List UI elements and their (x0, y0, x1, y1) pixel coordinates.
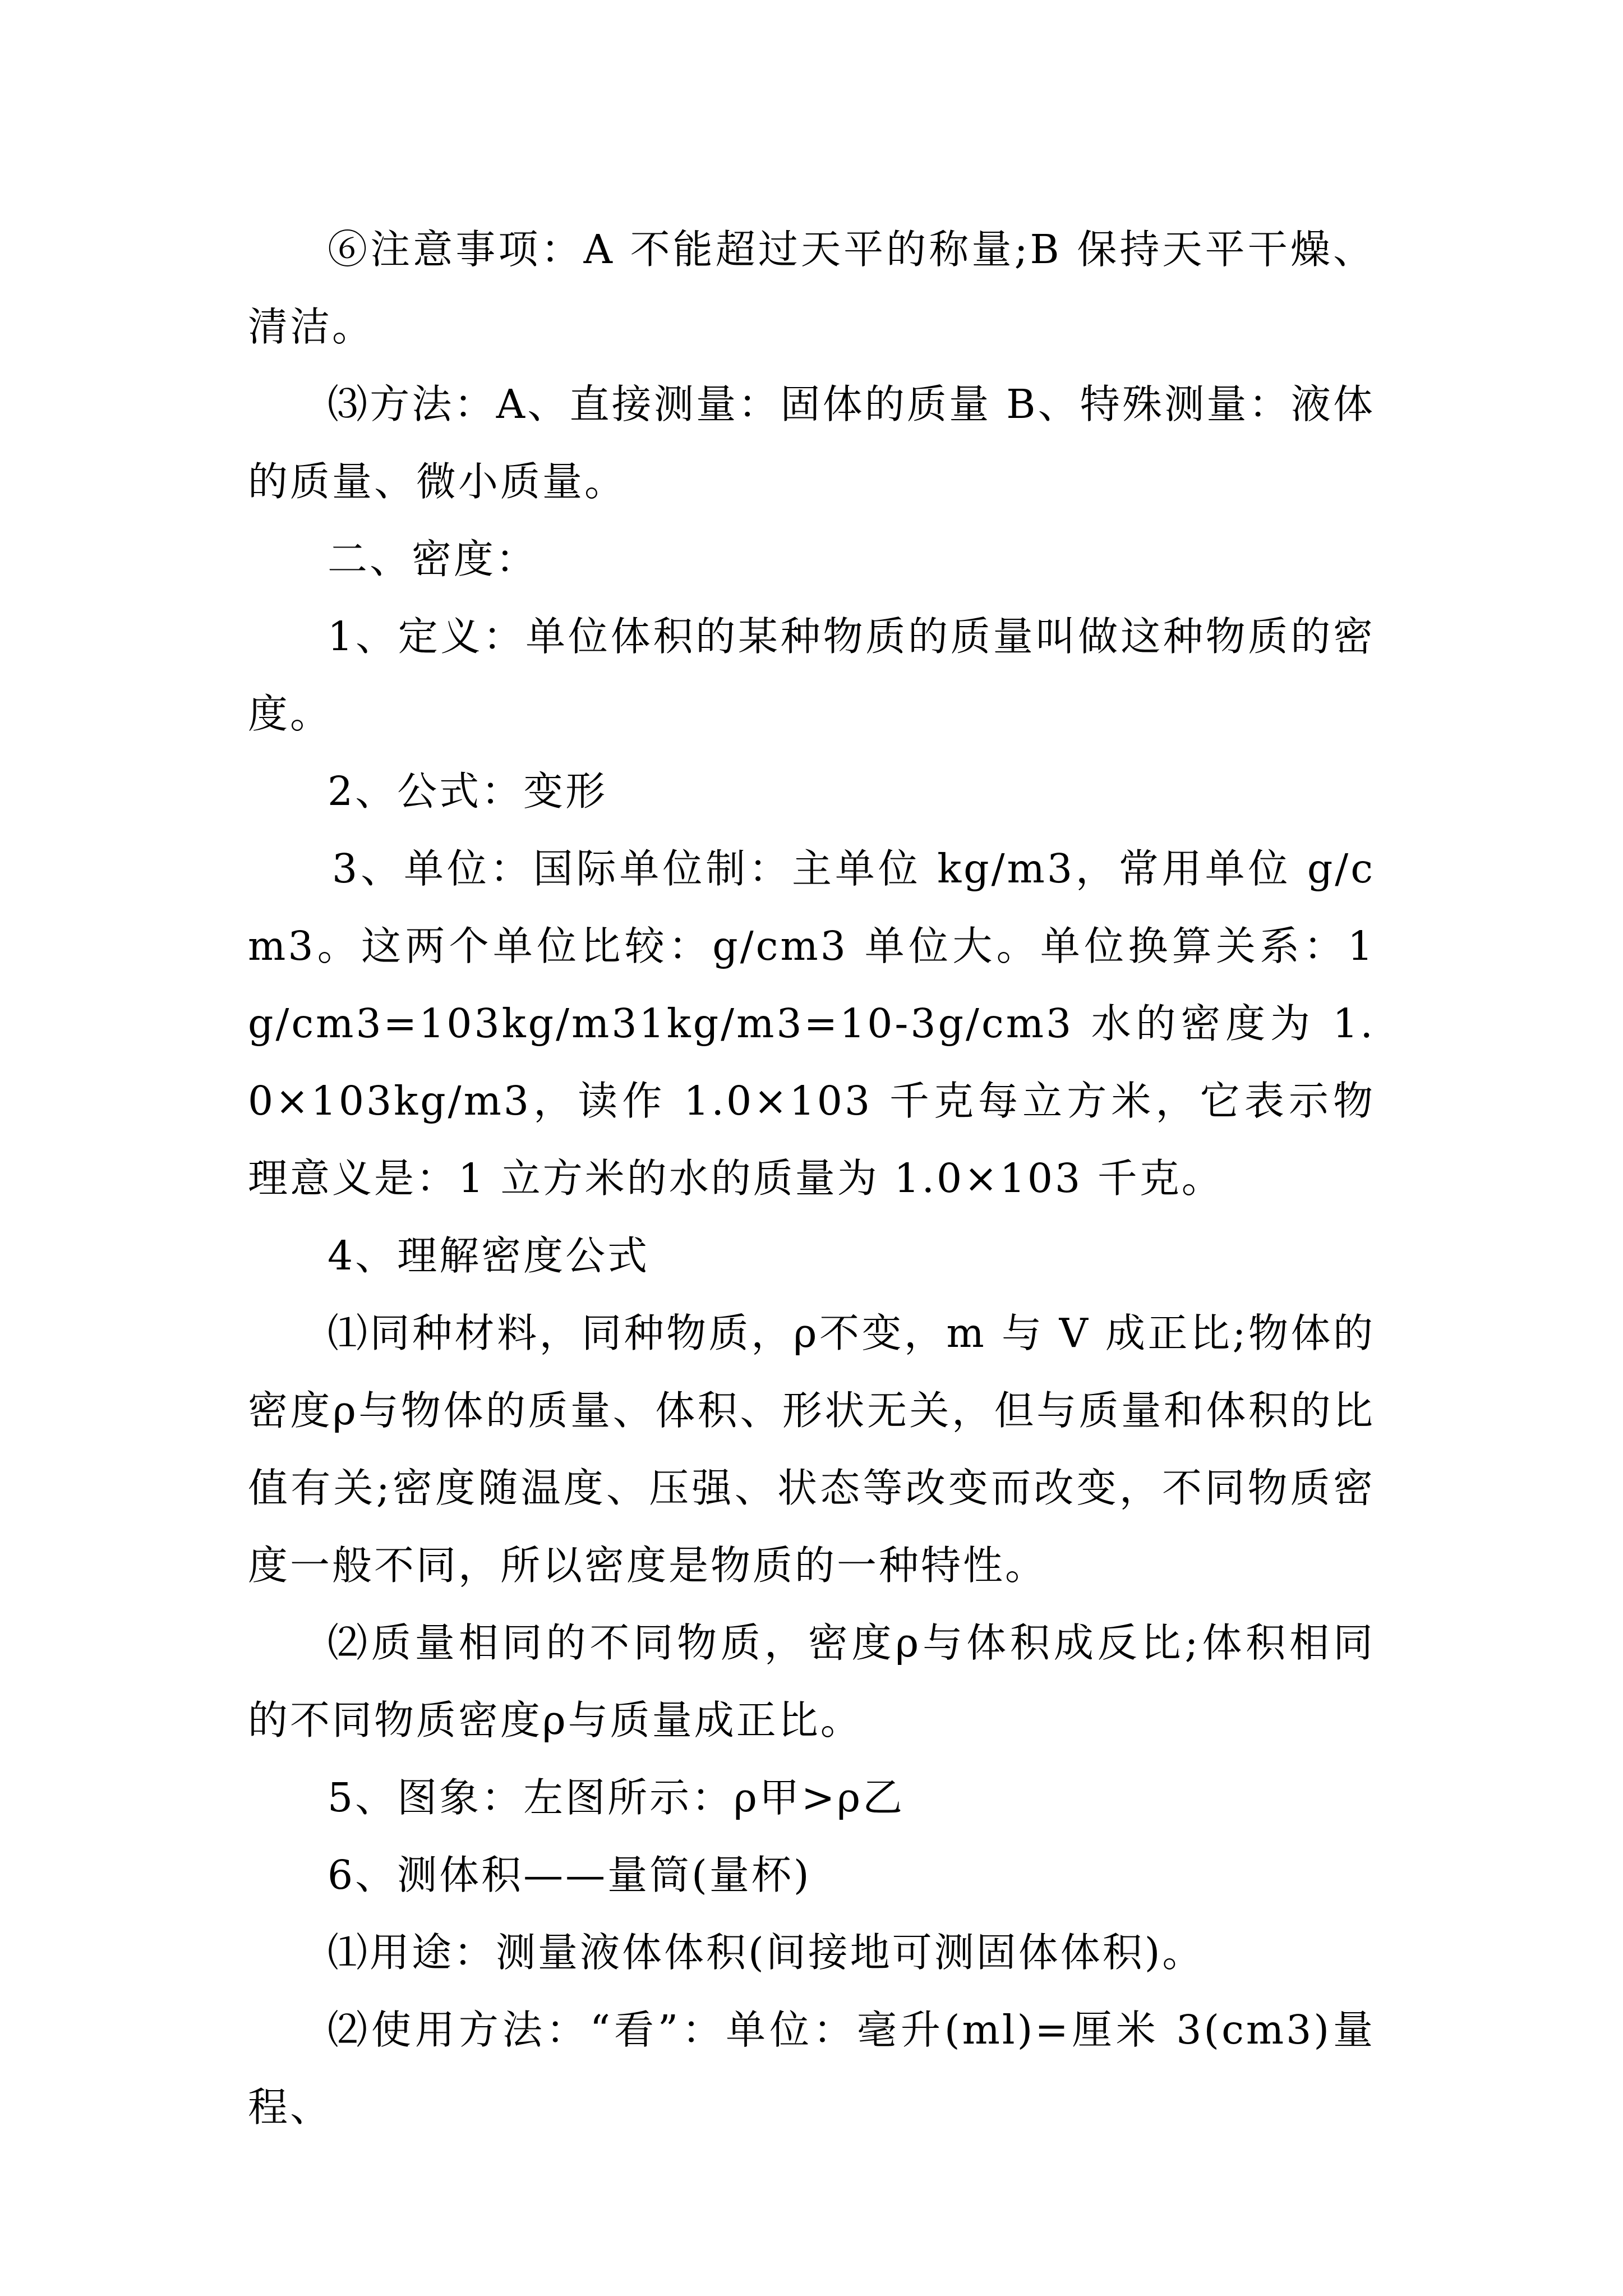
paragraph-precautions: ⑥注意事项：A 不能超过天平的称量;B 保持天平干燥、清洁。 (248, 226, 1375, 350)
section-heading-density: 二、密度： (328, 536, 538, 582)
paragraph-usage: ⑴用途：测量液体体积(间接地可测固体体积)。 (328, 1929, 1205, 1976)
paragraph-same-mass: ⑵质量相同的不同物质，密度ρ与体积成反比;体积相同的不同物质密度ρ与质量成正比。 (248, 1619, 1375, 1743)
paragraph-methods: ⑶方法：A、直接测量：固体的质量 B、特殊测量：液体的质量、微小质量。 (248, 381, 1375, 505)
paragraph-formula: 2、公式：变形 (328, 768, 608, 815)
paragraph-same-material: ⑴同种材料，同种物质，ρ不变，m 与 V 成正比;物体的密度ρ与物体的质量、体积、形状无关，但与质量和体积的比值有关;密度随温度、压强、状态等改变而改变，不同物质密度一般不同，所以密度是物质的一种特性。 (248, 1310, 1375, 1589)
paragraph-graph: 5、图象：左图所示：ρ甲>ρ乙 (328, 1774, 905, 1821)
document-page (248, 211, 1375, 2146)
paragraph-definition: 1、定义：单位体积的某种物质的质量叫做这种物质的密度。 (248, 613, 1375, 737)
paragraph-measure-volume: 6、测体积——量筒(量杯) (328, 1852, 811, 1898)
paragraph-units: 3、单位：国际单位制：主单位 kg/m3，常用单位 g/cm3。这两个单位比较：g/cm3 单位大。单位换算关系：1g/cm3=103kg/m31kg/m3=10-3g/cm3 水的密度为 1.0×103kg/m3，读作 1.0×103 千克每立方米，它表示物理意义是：1 立方米的水的质量为 1.0×103 千克。 (248, 845, 1375, 1202)
paragraph-understanding-heading: 4、理解密度公式 (328, 1232, 650, 1279)
paragraph-how-to-use: ⑵使用方法：“看”：单位：毫升(ml)=厘米 3(cm3)量程、 (248, 2007, 1375, 2131)
